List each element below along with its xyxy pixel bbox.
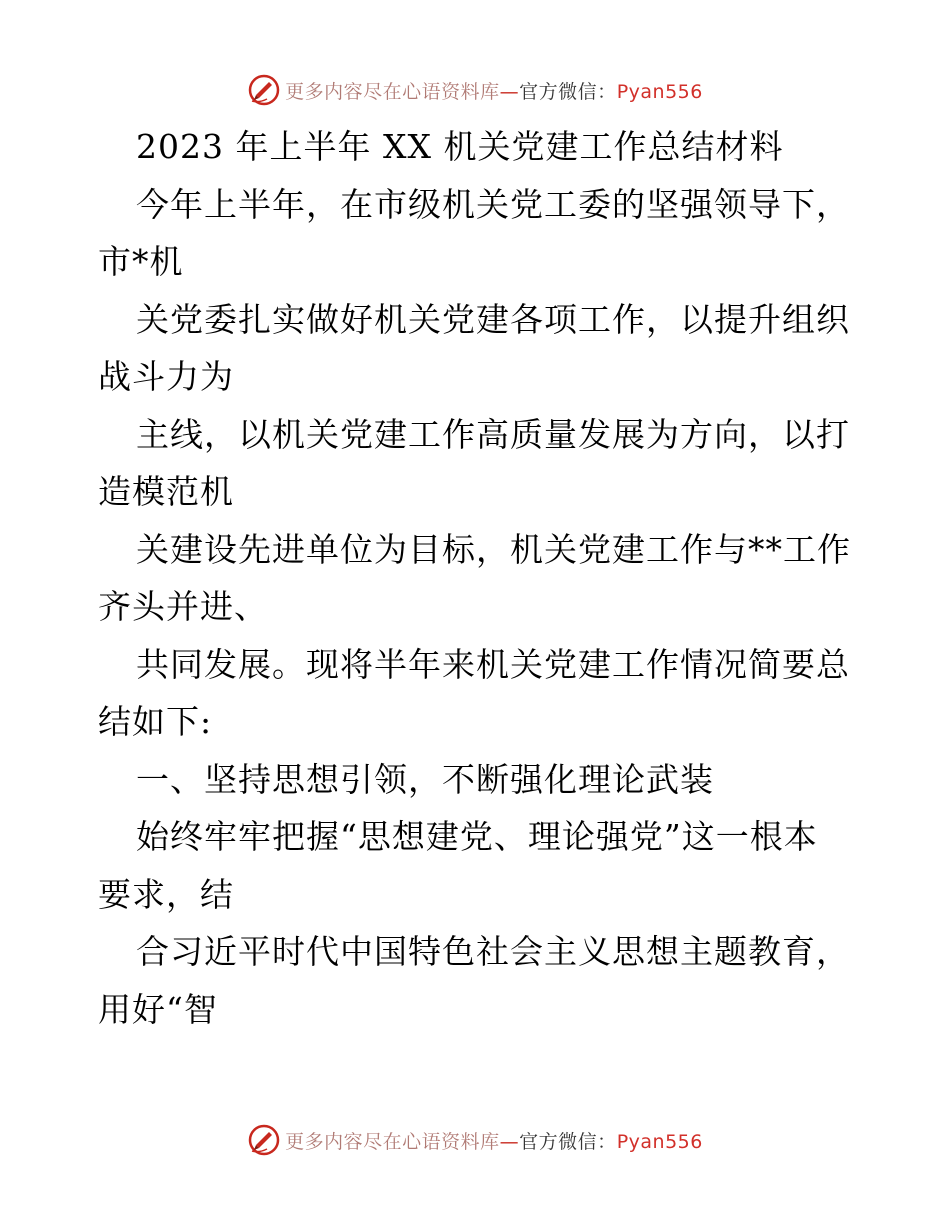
- text-line: 齐头并进、: [98, 587, 268, 626]
- text-line: 结如下:: [98, 702, 213, 741]
- text-line: 要求，结: [98, 874, 234, 914]
- banner-slogan: 更多内容尽在心语资料库: [285, 80, 500, 103]
- text-line: 合习近平时代中国特色社会主义思想主题教育，: [136, 932, 850, 971]
- text-line: 用好“智: [98, 989, 218, 1029]
- text-line: 主线，以机关党建工作高质量发展为方向，以打: [136, 414, 850, 454]
- document-title: 2023 年上半年 XX 机关党建工作总结材料: [136, 127, 784, 166]
- banner-slogan: 更多内容尽在心语资料库: [285, 1130, 500, 1153]
- header-banner: [0, 70, 950, 110]
- footer-banner: [0, 1120, 950, 1160]
- text-line: 一、坚持思想引领，不断强化理论武装: [136, 759, 714, 799]
- banner-separator: —: [499, 80, 520, 103]
- banner-official-label: 官方微信：: [519, 1130, 617, 1153]
- text-line: 始终牢牢把握“思想建党、理论强党”这一根本: [136, 817, 818, 856]
- text-line: 造模范机: [98, 472, 234, 511]
- banner-official-label: 官方微信：: [519, 80, 617, 103]
- banner-separator: —: [499, 1130, 520, 1153]
- banner-text: [285, 1127, 703, 1154]
- text-line: 关建设先进单位为目标，机关党建工作与**工作: [136, 529, 851, 569]
- banner-account: Pyan556: [616, 1130, 703, 1153]
- brand-logo-icon: [247, 1123, 281, 1157]
- banner-text: [285, 77, 703, 104]
- text-line: 共同发展。现将半年来机关党建工作情况简要总: [136, 644, 850, 684]
- banner-account: Pyan556: [616, 80, 703, 103]
- text-line: 关党委扎实做好机关党建各项工作，以提升组织: [136, 299, 850, 339]
- brand-logo-icon: [247, 73, 281, 107]
- text-line: 战斗力为: [98, 357, 234, 396]
- text-line: 市*机: [98, 242, 184, 281]
- text-line: 今年上半年，在市级机关党工委的坚强领导下，: [136, 184, 850, 224]
- document-body: [98, 118, 858, 1038]
